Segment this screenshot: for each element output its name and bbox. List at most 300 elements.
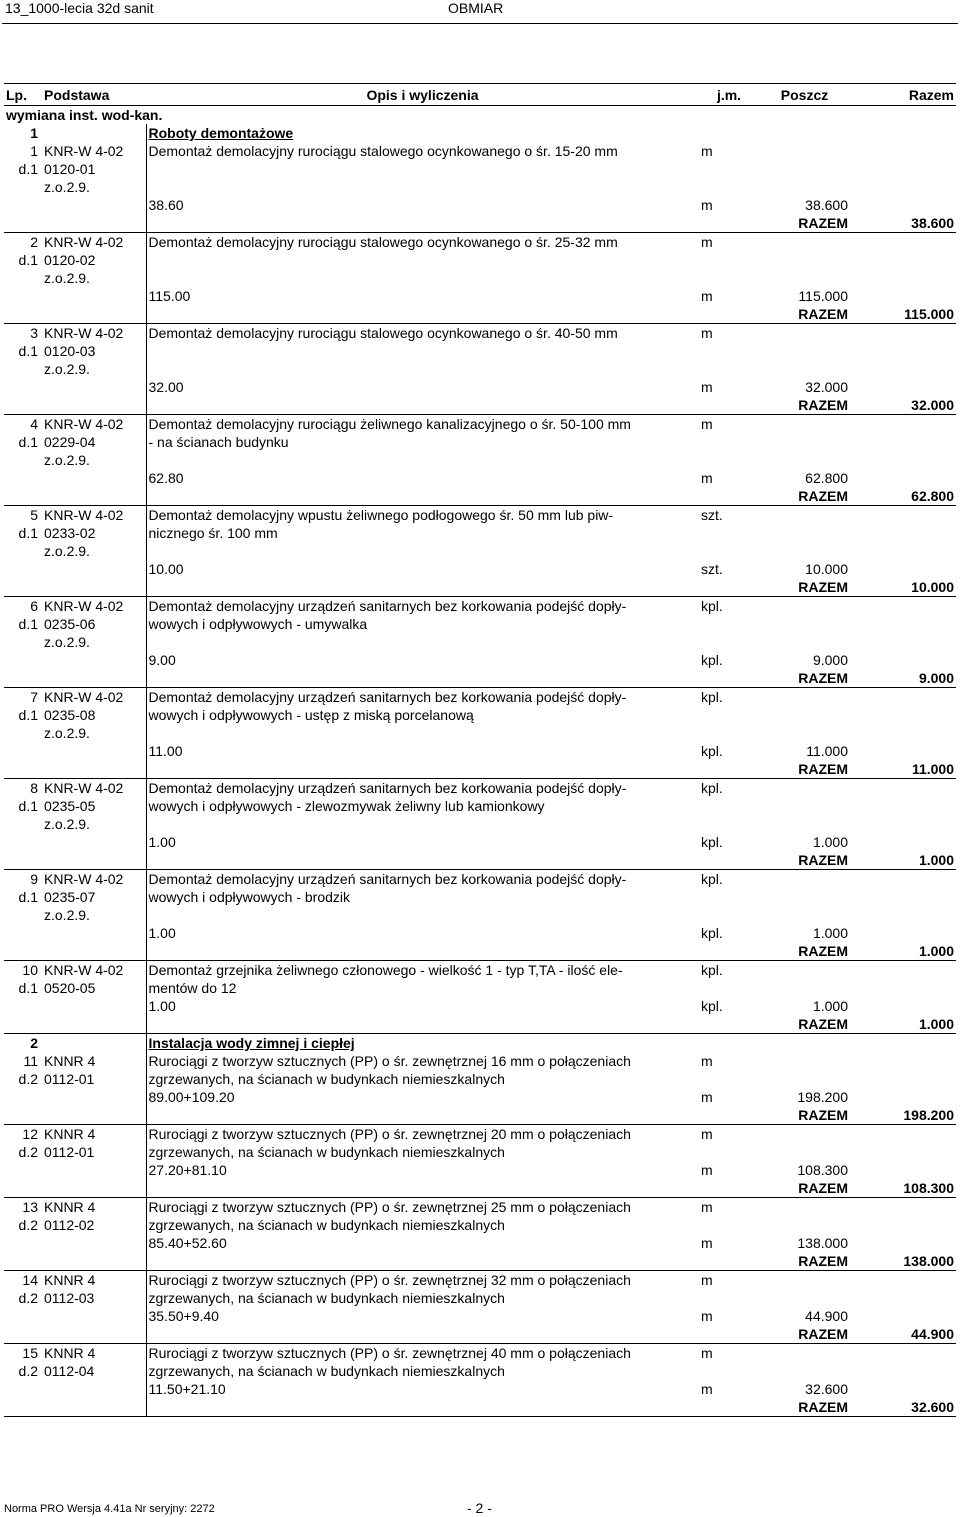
item-empty xyxy=(850,1234,956,1252)
item-dzial: d.1 xyxy=(18,889,38,905)
item-empty xyxy=(699,487,759,506)
item-empty xyxy=(42,669,146,688)
razem-label: RAZEM xyxy=(759,214,850,233)
item-empty xyxy=(850,597,956,616)
item-code: z.o.2.9. xyxy=(44,725,90,741)
item-empty xyxy=(850,542,956,560)
item-poszcz: 138.000 xyxy=(797,1235,848,1251)
item-empty xyxy=(759,524,850,542)
col-razem: Razem xyxy=(850,84,956,106)
item-empty xyxy=(850,797,956,815)
item-empty xyxy=(850,415,956,434)
item-code: 0112-01 xyxy=(44,1071,95,1087)
item-empty xyxy=(759,251,850,269)
item-razem: 115.000 xyxy=(850,305,956,324)
section-title-row xyxy=(4,106,956,125)
item-razem-row xyxy=(4,1398,956,1417)
item-row xyxy=(4,324,956,343)
item-code: 0120-03 xyxy=(44,343,96,359)
item-row xyxy=(4,1271,956,1290)
item-empty xyxy=(42,469,146,487)
razem-label: RAZEM xyxy=(759,1252,850,1271)
item-empty xyxy=(4,669,42,688)
item-lp: 14 xyxy=(22,1272,38,1288)
item-calculation: 11.00 xyxy=(146,742,699,760)
item-empty xyxy=(850,524,956,542)
item-description: zgrzewanych, na ścianach w budynkach niemieszkalnych xyxy=(146,1143,699,1161)
item-empty xyxy=(699,706,759,724)
item-description xyxy=(146,160,699,178)
item-empty xyxy=(146,1325,699,1344)
item-empty xyxy=(699,888,759,906)
item-code: 0120-02 xyxy=(44,252,96,268)
item-row xyxy=(4,633,956,651)
item-empty xyxy=(4,178,42,196)
item-code: z.o.2.9. xyxy=(44,270,90,286)
item-empty xyxy=(759,342,850,360)
item-empty xyxy=(699,669,759,688)
item-empty xyxy=(4,287,42,305)
item-empty xyxy=(759,1143,850,1161)
item-unit: kpl. xyxy=(701,689,723,705)
item-row xyxy=(4,779,956,798)
item-unit: kpl. xyxy=(701,598,723,614)
item-razem-row xyxy=(4,305,956,324)
item-poszcz: 11.000 xyxy=(806,743,848,759)
item-empty xyxy=(699,1179,759,1198)
item-empty xyxy=(759,797,850,815)
item-dzial: d.1 xyxy=(18,798,38,814)
item-razem-row xyxy=(4,1179,956,1198)
item-empty xyxy=(4,1234,42,1252)
item-lp: 7 xyxy=(30,689,38,705)
item-empty xyxy=(850,360,956,378)
item-empty xyxy=(42,942,146,961)
file-name: 13_1000-lecia 32d sanit xyxy=(5,0,154,16)
dzial-empty xyxy=(42,124,146,142)
item-razem-row xyxy=(4,669,956,688)
item-code: z.o.2.9. xyxy=(44,907,90,923)
item-empty xyxy=(699,360,759,378)
razem-label: RAZEM xyxy=(759,760,850,779)
item-empty xyxy=(850,615,956,633)
item-description: zgrzewanych, na ścianach w budynkach niemieszkalnych xyxy=(146,1362,699,1380)
dzial-name: Roboty demontażowe xyxy=(146,124,956,142)
dzial-empty xyxy=(42,1034,146,1053)
item-empty xyxy=(759,870,850,889)
table-header-row xyxy=(4,84,956,106)
item-calculation: 32.00 xyxy=(146,378,699,396)
item-code: z.o.2.9. xyxy=(44,361,90,377)
item-empty xyxy=(759,1070,850,1088)
item-empty xyxy=(850,1198,956,1217)
item-lp: 5 xyxy=(30,507,38,523)
item-dzial: d.1 xyxy=(18,252,38,268)
item-row xyxy=(4,1125,956,1144)
item-code: KNNR 4 xyxy=(44,1053,96,1069)
item-empty xyxy=(699,979,759,997)
item-empty xyxy=(42,487,146,506)
item-empty xyxy=(146,1252,699,1271)
item-description: wowych i odpływowych - brodzik xyxy=(146,888,699,906)
item-description: mentów do 12 xyxy=(146,979,699,997)
item-empty xyxy=(699,451,759,469)
item-description: Rurociągi z tworzyw sztucznych (PP) o śr. zewnętrznej 32 mm o połączeniach xyxy=(146,1271,699,1290)
item-empty xyxy=(42,1307,146,1325)
item-empty xyxy=(4,1325,42,1344)
item-empty xyxy=(146,578,699,597)
item-calc-row xyxy=(4,196,956,214)
item-empty xyxy=(4,997,42,1015)
item-description: Demontaż demolacyjny urządzeń sanitarnych bez korkowania podejść dopły- xyxy=(146,779,699,798)
razem-label: RAZEM xyxy=(759,396,850,415)
item-empty xyxy=(4,1088,42,1106)
page-number: - 2 - xyxy=(467,1500,492,1516)
item-empty xyxy=(146,942,699,961)
item-poszcz: 62.800 xyxy=(805,470,848,486)
item-empty xyxy=(146,178,699,196)
item-empty xyxy=(4,378,42,396)
item-empty xyxy=(850,924,956,942)
item-lp: 12 xyxy=(22,1126,38,1142)
item-description: Demontaż demolacyjny rurociągu stalowego ocynkowanego o śr. 25-32 mm xyxy=(146,233,699,252)
item-empty xyxy=(42,760,146,779)
item-empty xyxy=(42,396,146,415)
item-code: KNR-W 4-02 xyxy=(44,416,124,432)
item-empty xyxy=(850,742,956,760)
col-podstawa: Podstawa xyxy=(42,84,146,106)
item-calculation: 62.80 xyxy=(146,469,699,487)
item-empty xyxy=(850,251,956,269)
item-calc-unit: kpl. xyxy=(701,998,723,1014)
item-empty xyxy=(699,615,759,633)
item-empty xyxy=(850,633,956,651)
item-calculation: 35.50+9.40 xyxy=(146,1307,699,1325)
item-empty xyxy=(4,487,42,506)
item-razem: 62.800 xyxy=(850,487,956,506)
item-empty xyxy=(850,1216,956,1234)
item-empty xyxy=(42,1380,146,1398)
item-empty xyxy=(699,633,759,651)
item-empty xyxy=(850,1271,956,1290)
item-razem: 1.000 xyxy=(850,1015,956,1034)
item-empty xyxy=(4,396,42,415)
item-code: 0235-08 xyxy=(44,707,96,723)
item-calc-row xyxy=(4,1088,956,1106)
item-empty xyxy=(759,779,850,798)
item-code: 0112-01 xyxy=(44,1144,95,1160)
item-calc-unit: m xyxy=(701,197,713,213)
item-description: zgrzewanych, na ścianach w budynkach niemieszkalnych xyxy=(146,1216,699,1234)
item-empty xyxy=(146,815,699,833)
item-calc-row xyxy=(4,1380,956,1398)
item-empty xyxy=(699,1106,759,1125)
item-empty xyxy=(42,560,146,578)
item-code: KNR-W 4-02 xyxy=(44,234,124,250)
item-empty xyxy=(759,706,850,724)
item-row xyxy=(4,1052,956,1070)
item-empty xyxy=(4,305,42,324)
item-code: KNR-W 4-02 xyxy=(44,325,124,341)
item-empty xyxy=(850,378,956,396)
item-empty xyxy=(699,1252,759,1271)
item-calculation: 11.50+21.10 xyxy=(146,1380,699,1398)
item-unit: m xyxy=(701,143,713,159)
item-empty xyxy=(4,1161,42,1179)
dzial-number: 1 xyxy=(30,125,38,141)
item-code: KNR-W 4-02 xyxy=(44,780,124,796)
item-razem-row xyxy=(4,1106,956,1125)
item-lp: 3 xyxy=(30,325,38,341)
item-empty xyxy=(850,196,956,214)
item-empty xyxy=(699,942,759,961)
item-lp: 2 xyxy=(30,234,38,250)
item-poszcz: 1.000 xyxy=(812,998,848,1014)
item-empty xyxy=(42,378,146,396)
item-dzial: d.1 xyxy=(18,343,38,359)
item-row xyxy=(4,1143,956,1161)
item-calc-unit: m xyxy=(701,379,713,395)
item-calc-row xyxy=(4,287,956,305)
item-empty xyxy=(42,1252,146,1271)
item-empty xyxy=(850,688,956,707)
razem-label: RAZEM xyxy=(759,1398,850,1417)
item-empty xyxy=(4,651,42,669)
item-empty xyxy=(42,287,146,305)
item-empty xyxy=(146,724,699,742)
item-empty xyxy=(759,688,850,707)
item-empty xyxy=(850,1289,956,1307)
item-razem-row xyxy=(4,760,956,779)
item-empty xyxy=(4,269,42,287)
item-empty xyxy=(4,633,42,651)
item-empty xyxy=(850,1052,956,1070)
item-unit: m xyxy=(701,1345,713,1361)
item-razem-row xyxy=(4,1015,956,1034)
item-calculation: 9.00 xyxy=(146,651,699,669)
item-row xyxy=(4,797,956,815)
item-code: KNR-W 4-02 xyxy=(44,598,124,614)
item-empty xyxy=(759,615,850,633)
item-empty xyxy=(699,269,759,287)
item-empty xyxy=(42,1179,146,1198)
item-empty xyxy=(850,1161,956,1179)
item-dzial: d.2 xyxy=(18,1071,38,1087)
item-calculation: 10.00 xyxy=(146,560,699,578)
razem-label: RAZEM xyxy=(759,1015,850,1034)
item-row xyxy=(4,542,956,560)
item-empty xyxy=(850,178,956,196)
item-empty xyxy=(759,542,850,560)
item-row xyxy=(4,342,956,360)
item-empty xyxy=(850,833,956,851)
item-empty xyxy=(850,160,956,178)
item-empty xyxy=(42,1106,146,1125)
item-razem: 11.000 xyxy=(850,760,956,779)
item-empty xyxy=(850,469,956,487)
item-empty xyxy=(42,651,146,669)
item-empty xyxy=(850,1070,956,1088)
item-poszcz: 10.000 xyxy=(805,561,848,577)
item-razem-row xyxy=(4,851,956,870)
item-empty xyxy=(850,1362,956,1380)
item-code: z.o.2.9. xyxy=(44,543,90,559)
item-dzial: d.2 xyxy=(18,1217,38,1233)
item-calc-row xyxy=(4,1161,956,1179)
item-empty xyxy=(759,1198,850,1217)
item-dzial: d.1 xyxy=(18,161,38,177)
item-empty xyxy=(850,324,956,343)
item-empty xyxy=(699,1362,759,1380)
razem-label: RAZEM xyxy=(759,578,850,597)
item-calculation: 1.00 xyxy=(146,997,699,1015)
item-empty xyxy=(850,724,956,742)
item-calculation: 85.40+52.60 xyxy=(146,1234,699,1252)
item-empty xyxy=(146,669,699,688)
item-empty xyxy=(42,1398,146,1417)
item-code: KNR-W 4-02 xyxy=(44,143,124,159)
item-code: KNR-W 4-02 xyxy=(44,871,124,887)
item-razem: 44.900 xyxy=(850,1325,956,1344)
item-description: wowych i odpływowych - ustęp z miską porcelanową xyxy=(146,706,699,724)
item-empty xyxy=(759,888,850,906)
item-razem: 38.600 xyxy=(850,214,956,233)
item-description: Demontaż demolacyjny wpustu żeliwnego podłogowego śr. 50 mm lub piw- xyxy=(146,506,699,525)
item-code: 0112-04 xyxy=(44,1363,95,1379)
item-empty xyxy=(850,906,956,924)
item-empty xyxy=(699,797,759,815)
item-empty xyxy=(850,1143,956,1161)
item-description: Rurociągi z tworzyw sztucznych (PP) o śr. zewnętrznej 16 mm o połączeniach xyxy=(146,1052,699,1070)
item-empty xyxy=(699,178,759,196)
item-row xyxy=(4,506,956,525)
item-code: z.o.2.9. xyxy=(44,452,90,468)
item-calculation: 89.00+109.20 xyxy=(146,1088,699,1106)
item-empty xyxy=(146,487,699,506)
item-row xyxy=(4,178,956,196)
item-description: wowych i odpływowych - umywalka xyxy=(146,615,699,633)
item-empty xyxy=(146,451,699,469)
item-description: - na ścianach budynku xyxy=(146,433,699,451)
item-empty xyxy=(42,1088,146,1106)
item-unit: szt. xyxy=(701,507,723,523)
item-empty xyxy=(850,961,956,980)
item-empty xyxy=(759,415,850,434)
item-empty xyxy=(699,1015,759,1034)
item-empty xyxy=(850,997,956,1015)
item-description: Demontaż demolacyjny urządzeń sanitarnych bez korkowania podejść dopły- xyxy=(146,597,699,616)
item-empty xyxy=(759,1271,850,1290)
item-lp: 6 xyxy=(30,598,38,614)
item-empty xyxy=(146,633,699,651)
item-description: nicznego śr. 100 mm xyxy=(146,524,699,542)
item-empty xyxy=(759,1052,850,1070)
item-razem-row xyxy=(4,214,956,233)
item-empty xyxy=(146,1015,699,1034)
item-empty xyxy=(759,324,850,343)
item-empty xyxy=(850,979,956,997)
item-calc-unit: szt. xyxy=(701,561,723,577)
item-description xyxy=(146,342,699,360)
item-calc-unit: kpl. xyxy=(701,652,723,668)
item-empty xyxy=(4,451,42,469)
item-razem-row xyxy=(4,487,956,506)
item-empty xyxy=(42,833,146,851)
item-unit: m xyxy=(701,1272,713,1288)
item-empty xyxy=(146,760,699,779)
item-calc-row xyxy=(4,1234,956,1252)
item-empty xyxy=(42,851,146,870)
item-code: KNNR 4 xyxy=(44,1345,96,1361)
razem-label: RAZEM xyxy=(759,1179,850,1198)
col-lp: Lp. xyxy=(4,84,42,106)
item-description: Demontaż demolacyjny rurociągu żeliwnego kanalizacyjnego o śr. 50-100 mm xyxy=(146,415,699,434)
item-unit: m xyxy=(701,1199,713,1215)
razem-label: RAZEM xyxy=(759,669,850,688)
item-row xyxy=(4,233,956,252)
item-empty xyxy=(699,342,759,360)
item-empty xyxy=(42,742,146,760)
item-empty xyxy=(146,360,699,378)
item-calc-row xyxy=(4,997,956,1015)
item-empty xyxy=(42,1015,146,1034)
item-row xyxy=(4,433,956,451)
item-unit: m xyxy=(701,1053,713,1069)
item-empty xyxy=(42,997,146,1015)
item-empty xyxy=(850,815,956,833)
item-row xyxy=(4,906,956,924)
item-calc-unit: kpl. xyxy=(701,743,723,759)
item-lp: 9 xyxy=(30,871,38,887)
item-razem-row xyxy=(4,396,956,415)
item-row xyxy=(4,888,956,906)
item-calc-row xyxy=(4,742,956,760)
item-description: Rurociągi z tworzyw sztucznych (PP) o śr. zewnętrznej 25 mm o połączeniach xyxy=(146,1198,699,1217)
table-body xyxy=(4,106,956,1417)
item-empty xyxy=(699,396,759,415)
item-empty xyxy=(759,633,850,651)
item-empty xyxy=(4,1015,42,1034)
item-empty xyxy=(4,942,42,961)
dzial-number: 2 xyxy=(30,1035,38,1051)
item-empty xyxy=(146,305,699,324)
item-code: 0120-01 xyxy=(44,161,96,177)
item-empty xyxy=(42,1325,146,1344)
item-razem: 1.000 xyxy=(850,851,956,870)
item-empty xyxy=(4,1252,42,1271)
razem-label: RAZEM xyxy=(759,487,850,506)
item-poszcz: 32.000 xyxy=(805,379,848,395)
item-empty xyxy=(850,1088,956,1106)
item-empty xyxy=(759,961,850,980)
razem-label: RAZEM xyxy=(759,942,850,961)
item-code: KNNR 4 xyxy=(44,1272,96,1288)
item-empty xyxy=(146,851,699,870)
item-row xyxy=(4,961,956,980)
item-empty xyxy=(699,906,759,924)
item-empty xyxy=(759,233,850,252)
item-row xyxy=(4,724,956,742)
item-unit: kpl. xyxy=(701,780,723,796)
item-row xyxy=(4,1070,956,1088)
item-unit: m xyxy=(701,234,713,250)
item-code: 0112-03 xyxy=(44,1290,95,1306)
item-row xyxy=(4,706,956,724)
item-calc-row xyxy=(4,378,956,396)
header-divider xyxy=(2,23,958,24)
item-unit: kpl. xyxy=(701,962,723,978)
item-row xyxy=(4,451,956,469)
